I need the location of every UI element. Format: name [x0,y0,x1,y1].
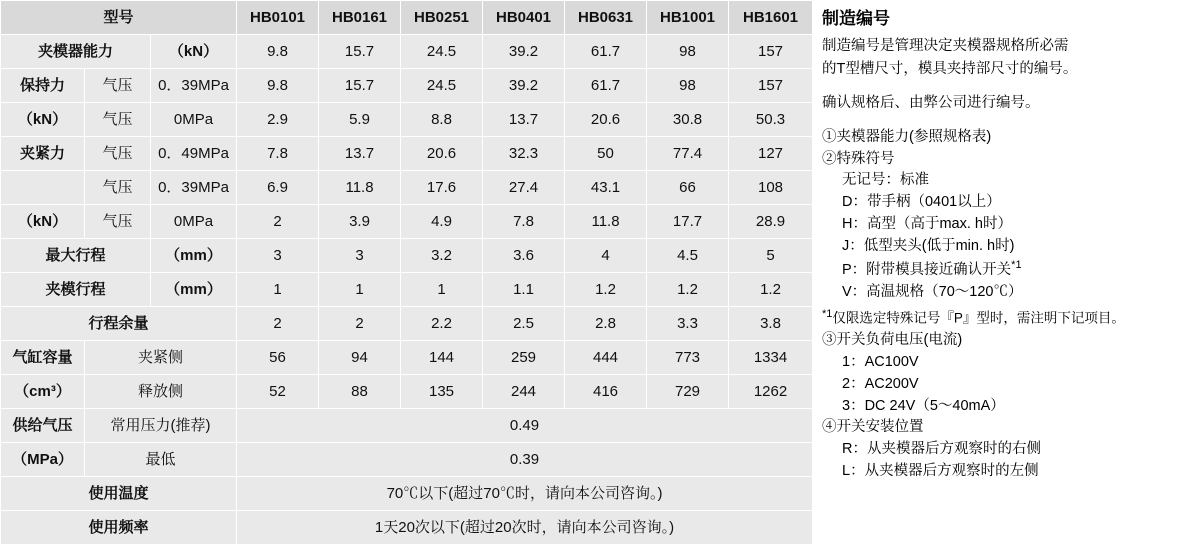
row-unit: （mm） [151,273,237,307]
cell-supply-pressure-min: 0.39 [237,443,813,477]
cell: 773 [647,341,729,375]
notes-panel [812,0,1200,545]
cell: 32.3 [483,137,565,171]
notes-item-2e-text: P：附带模具接近确认开关 [842,262,1012,279]
row-sublabel: 气压 [85,69,151,103]
cell: 144 [401,341,483,375]
cell: 244 [483,375,565,409]
table-row [1,341,813,375]
table-row [1,443,813,477]
cell: 1.1 [483,273,565,307]
cell: 1 [401,273,483,307]
row-sublabel: 最低 [85,443,237,477]
notes-item-3a: 1：AC100V [842,354,919,371]
table-row [1,477,813,511]
notes-item-4b: L：从夹模器后方观察时的左侧 [842,462,1039,479]
cell: 66 [647,171,729,205]
cell: 11.8 [565,205,647,239]
notes-title: 制造编号 [822,9,890,28]
row-pressure: 0．39MPa [151,69,237,103]
cell: 61.7 [565,69,647,103]
cell: 61.7 [565,35,647,69]
cell: 3.2 [401,239,483,273]
row-label [1,171,85,205]
row-label-frequency: 使用频率 [1,511,237,545]
row-sublabel: 气压 [85,171,151,205]
spacer [822,117,1192,127]
cell: 1262 [729,375,813,409]
row-sublabel: 气压 [85,137,151,171]
notes-footnote [822,306,1192,329]
table-row [1,69,813,103]
cell: 2.9 [237,103,319,137]
table-row [1,171,813,205]
cell: 3.9 [319,205,401,239]
table-row-models [1,1,813,35]
cell: 13.7 [483,103,565,137]
spacer [822,83,1192,93]
table-row [1,409,813,443]
model-header-1: HB0161 [319,1,401,35]
row-label: 最大行程 [1,239,151,273]
cell: 2.8 [565,307,647,341]
cell: 94 [319,341,401,375]
cell-temperature: 70℃以下(超过70℃时，请向本公司咨询。) [237,477,813,511]
cell: 135 [401,375,483,409]
notes-item-2b: D：带手柄（0401以上） [842,194,1001,210]
cell: 108 [729,171,813,205]
table-row [1,307,813,341]
row-pressure: 0．49MPa [151,137,237,171]
model-header-3: HB0401 [483,1,565,35]
table-row [1,511,813,545]
table-row [1,137,813,171]
notes-item-4a: R：从夹模器后方观察时的右侧 [842,441,1041,458]
notes-item-3b: 2：AC200V [842,375,919,392]
cell: 3.8 [729,307,813,341]
row-sublabel: 气压 [85,103,151,137]
cell: 39.2 [483,35,565,69]
notes-item-1: ①夹模器能力(参照规格表) [822,128,992,145]
cell: 50 [565,137,647,171]
cell: 2 [319,307,401,341]
footnote-marker: *1 [822,307,833,320]
cell: 4 [565,239,647,273]
row-label: 行程余量 [1,307,237,341]
row-label: 夹模行程 [1,273,151,307]
cell: 6.9 [237,171,319,205]
row-pressure: 0．39MPa [151,171,237,205]
row-pressure: 0MPa [151,103,237,137]
cell: 13.7 [319,137,401,171]
cell: 11.8 [319,171,401,205]
footnote-text: 仅限选定特殊记号『P』型时，需注明下记项目。 [832,310,1125,326]
cell: 50.3 [729,103,813,137]
cell: 30.8 [647,103,729,137]
cell: 1.2 [565,273,647,307]
row-label: （cm³） [1,375,85,409]
row-sublabel: 释放侧 [85,375,237,409]
cell: 9.8 [237,69,319,103]
notes-item-3c: 3：DC 24V（5～40mA） [842,397,1005,414]
cell: 7.8 [483,205,565,239]
cell: 2.5 [483,307,565,341]
notes-intro-line2: 的T型槽尺寸，模具夹持部尺寸的编号。 [822,61,1078,78]
cell: 416 [565,375,647,409]
cell: 98 [647,69,729,103]
cell: 3 [237,239,319,273]
cell: 2 [237,205,319,239]
notes-item-2f: V：高温规格（70～120℃） [842,283,1023,300]
row-label-temperature: 使用温度 [1,477,237,511]
row-label-model: 型号 [1,1,237,35]
row-label: 保持力 [1,69,85,103]
cell: 24.5 [401,69,483,103]
table-row [1,375,813,409]
row-sublabel: 常用压力(推荐) [85,409,237,443]
row-label: 气缸容量 [1,341,85,375]
notes-item-2: ②特殊符号 [822,150,895,167]
cell: 77.4 [647,137,729,171]
cell: 259 [483,341,565,375]
cell: 17.7 [647,205,729,239]
cell: 729 [647,375,729,409]
cell: 52 [237,375,319,409]
row-sublabel: 夹紧侧 [85,341,237,375]
cell-frequency: 1天20次以下(超过20次时，请向本公司咨询。) [237,511,813,545]
cell: 157 [729,69,813,103]
cell: 3 [319,239,401,273]
table-row [1,273,813,307]
row-label: 夹模器能力 [1,35,151,69]
model-header-6: HB1601 [729,1,813,35]
cell: 5.9 [319,103,401,137]
row-unit: （mm） [151,239,237,273]
cell: 127 [729,137,813,171]
model-header-2: HB0251 [401,1,483,35]
cell-supply-pressure-normal: 0.49 [237,409,813,443]
cell: 1.2 [647,273,729,307]
cell: 88 [319,375,401,409]
cell: 2.2 [401,307,483,341]
table-row [1,205,813,239]
notes-intro-line3: 确认规格后、由弊公司进行编号。 [822,95,1040,111]
row-sublabel: 气压 [85,205,151,239]
cell: 1334 [729,341,813,375]
table-row [1,103,813,137]
cell: 1.2 [729,273,813,307]
cell: 15.7 [319,69,401,103]
row-label: （kN） [1,205,85,239]
model-header-0: HB0101 [237,1,319,35]
cell: 3.3 [647,307,729,341]
notes-item-3: ③开关负荷电压(电流) [822,332,963,349]
cell: 4.5 [647,239,729,273]
cell: 56 [237,341,319,375]
cell: 20.6 [565,103,647,137]
cell: 9.8 [237,35,319,69]
notes-item-2e [822,257,1192,282]
cell: 1 [237,273,319,307]
cell: 20.6 [401,137,483,171]
cell: 5 [729,239,813,273]
cell: 3.6 [483,239,565,273]
row-label-supply-pressure: 供给气压 [1,409,85,443]
cell: 98 [647,35,729,69]
cell: 24.5 [401,35,483,69]
notes-item-2c: H：高型（高于max. h时） [842,215,1012,232]
cell: 43.1 [565,171,647,205]
cell: 2 [237,307,319,341]
cell: 15.7 [319,35,401,69]
footnote-marker: *1 [1011,259,1022,272]
model-header-5: HB1001 [647,1,729,35]
cell: 27.4 [483,171,565,205]
cell: 8.8 [401,103,483,137]
cell: 444 [565,341,647,375]
row-label: 夹紧力 [1,137,85,171]
notes-item-4: ④开关安装位置 [822,419,924,436]
notes-item-2d: J：低型夹头(低于min. h时) [842,237,1015,254]
cell: 28.9 [729,205,813,239]
cell: 17.6 [401,171,483,205]
cell: 7.8 [237,137,319,171]
row-unit: （kN） [151,35,237,69]
row-label-supply-unit: （MPa） [1,443,85,477]
table-row [1,35,813,69]
notes-intro-line1: 制造编号是管理决定夹模器规格所必需 [822,37,1069,54]
row-pressure: 0MPa [151,205,237,239]
model-header-4: HB0631 [565,1,647,35]
cell: 157 [729,35,813,69]
cell: 1 [319,273,401,307]
table-row [1,239,813,273]
notes-item-2a: 无记号：标准 [842,172,929,189]
cell: 39.2 [483,69,565,103]
cell: 4.9 [401,205,483,239]
row-label: （kN） [1,103,85,137]
